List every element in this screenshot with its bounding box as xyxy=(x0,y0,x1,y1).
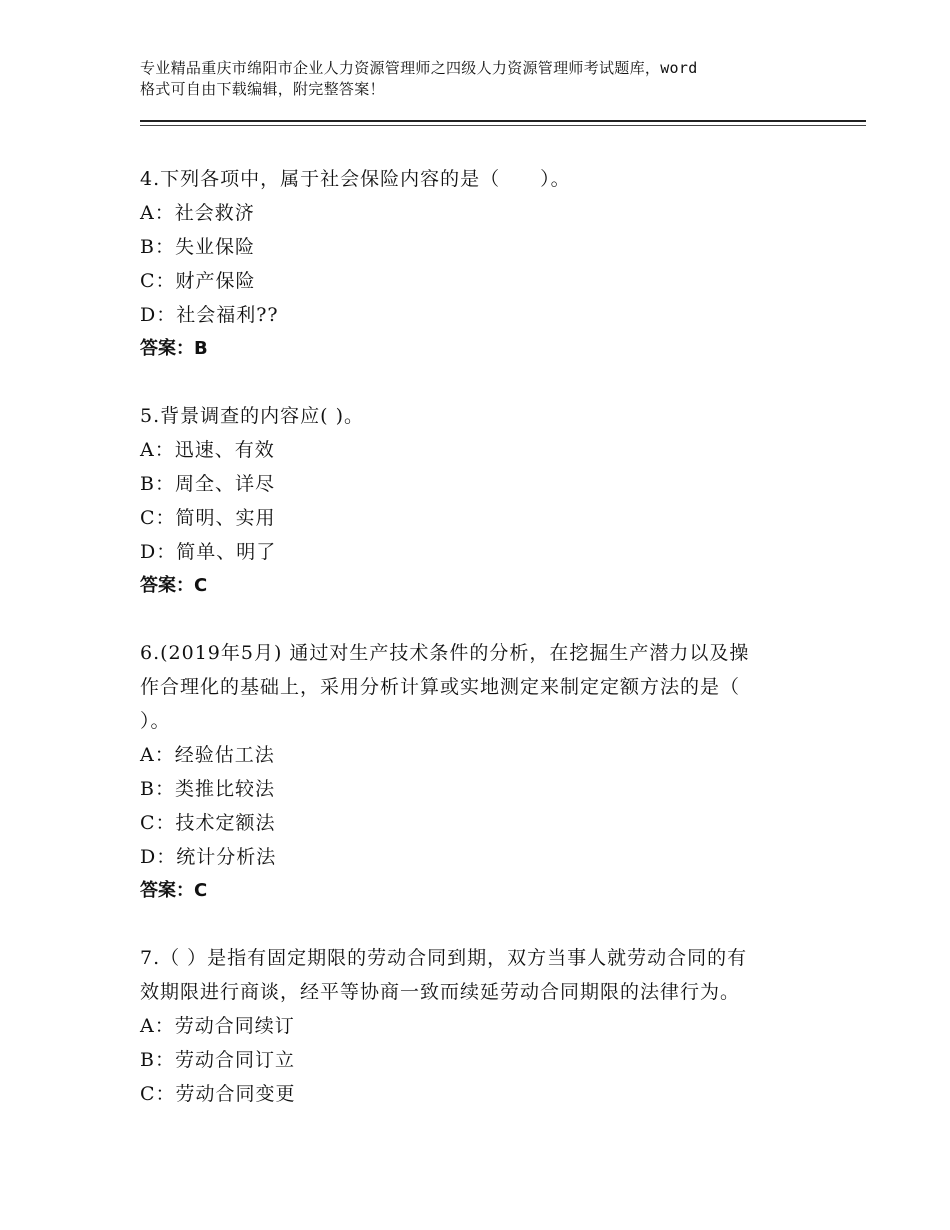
option-a: A：社会救济 xyxy=(140,202,255,224)
question-stem: 5.背景调查的内容应( )。 xyxy=(140,405,364,427)
option-c: C：简明、实用 xyxy=(140,507,276,529)
question-6 xyxy=(140,636,820,908)
answer-label: 答案：C xyxy=(140,575,208,596)
question-5 xyxy=(140,399,820,603)
question-stem-line: ）。 xyxy=(140,710,171,732)
option-c: C：劳动合同变更 xyxy=(140,1083,296,1105)
question-7 xyxy=(140,941,820,1111)
option-b: B：劳动合同订立 xyxy=(140,1049,295,1071)
question-stem-line: 作合理化的基础上，采用分析计算或实地测定来制定定额方法的是（ xyxy=(140,676,741,698)
option-b: B：类推比较法 xyxy=(140,778,275,800)
header-divider-thick xyxy=(140,120,866,122)
answer-label: 答案：C xyxy=(140,880,208,901)
question-4 xyxy=(140,162,820,366)
question-stem: 4.下列各项中，属于社会保险内容的是（ ）。 xyxy=(140,168,571,190)
option-d: D：简单、明了 xyxy=(140,541,277,563)
header-title-line-2: 格式可自由下载编辑，附完整答案！ xyxy=(140,80,385,98)
option-a: A：经验估工法 xyxy=(140,744,275,766)
header-title-line-1: 专业精品重庆市绵阳市企业人力资源管理师之四级人力资源管理师考试题库，word xyxy=(140,59,698,77)
option-a: A：迅速、有效 xyxy=(140,439,275,461)
document-header xyxy=(140,58,830,100)
option-b: B：失业保险 xyxy=(140,236,255,258)
option-d: D：统计分析法 xyxy=(140,846,277,868)
question-stem-line: 6.(2019年5月) 通过对生产技术条件的分析，在挖掘生产潜力以及操 xyxy=(140,642,750,664)
question-list xyxy=(140,162,820,1144)
option-c: C：技术定额法 xyxy=(140,812,276,834)
question-stem-line: 效期限进行商谈，经平等协商一致而续延劳动合同期限的法律行为。 xyxy=(140,981,741,1003)
option-b: B：周全、详尽 xyxy=(140,473,275,495)
option-c: C：财产保险 xyxy=(140,270,256,292)
option-a: A：劳动合同续订 xyxy=(140,1015,295,1037)
option-d: D：社会福利?? xyxy=(140,304,279,326)
header-divider-thin xyxy=(140,125,866,126)
question-stem-line: 7.（ ）是指有固定期限的劳动合同到期，双方当事人就劳动合同的有 xyxy=(140,947,748,969)
answer-label: 答案：B xyxy=(140,338,208,359)
